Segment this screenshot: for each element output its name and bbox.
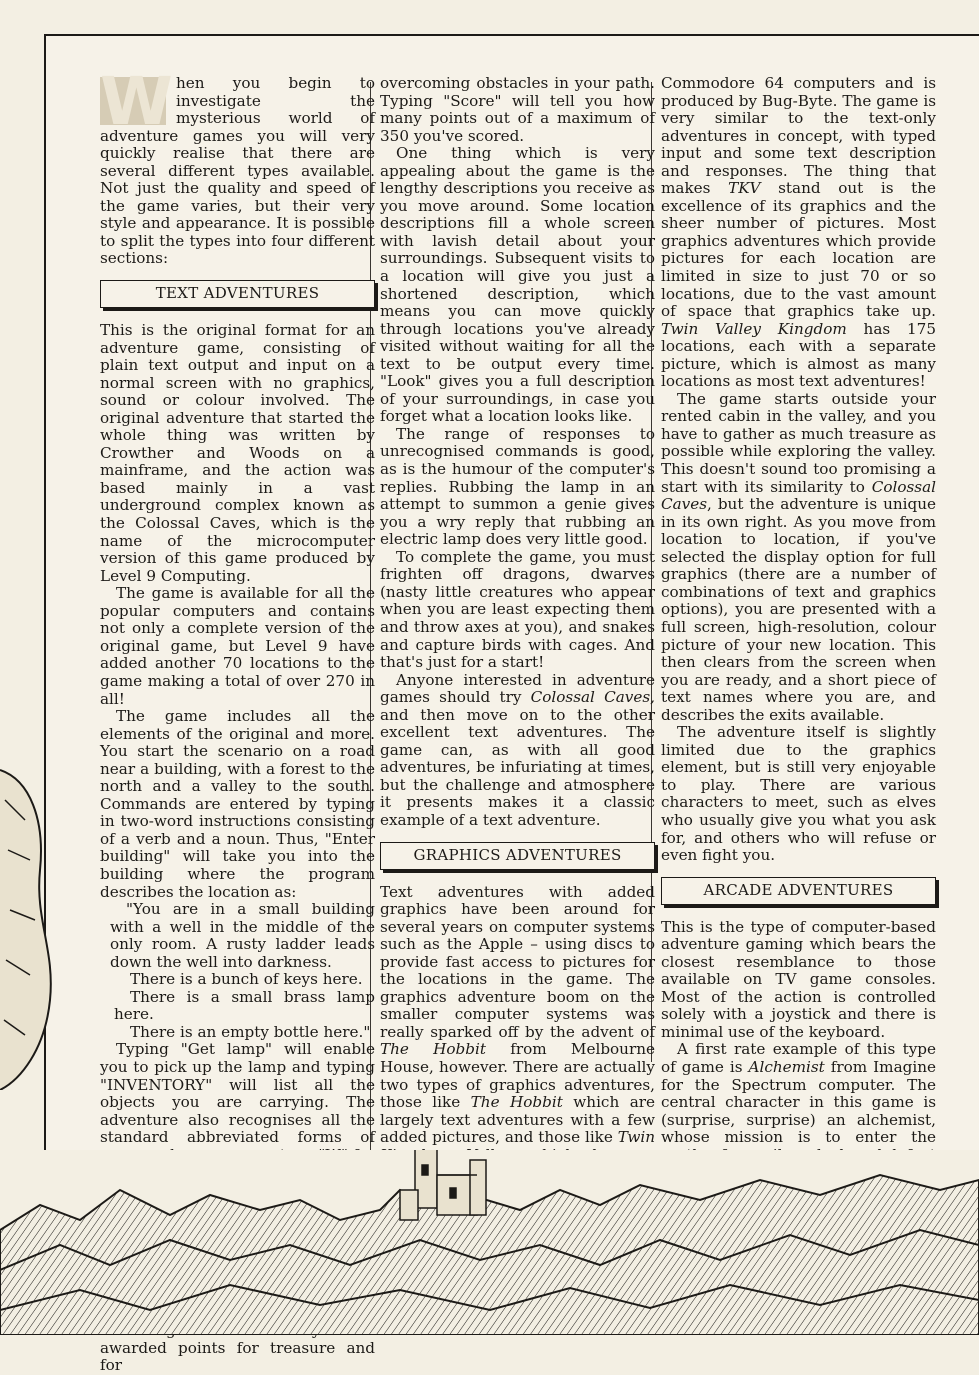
paragraph: awarded points for treasure and for: [100, 1338, 375, 1375]
paragraph: The game starts outside your rented cabin in the valley, and you have to gather as much treasure as possible while exploring the valley. This doesn't sound too promising a start with its similarity to Colossal Caves, but the adventure is unique in its own right. As you move from location to location, if you've selected the display option for full graphics (there are a number of combinations of text and graphics options), you are presented with a full screen, high-resolution, colour picture of your new location. This then clears from the screen when you are ready, and a short piece of text names where you are, and describes the exits available.: [661, 389, 936, 724]
column-3: [661, 75, 936, 1234]
heading-arcade-adventures: ARCADE ADVENTURES: [661, 877, 936, 905]
column-2: [380, 75, 655, 1217]
paragraph: Text adventures with added graphics have been around for several years on computer systems such as the Apple – using discs to provide fast access to pictures for the locations in the game. The graphics adventure boom on the smaller computer systems was really sparked off by the advent of The Hobbit from Melbourne House, however. There are actually two types of graphics adventures, those like The Hobbit which are largely text adventures with a few added pictures, and those like Twin: [380, 882, 655, 1147]
paragraph: This is the original format for an adventure game, consisting of plain text output and input on a normal screen with no graphics, sound or colour involved. The original adventure that started the whole thing was written by Crowther and Woods on a mainframe, and the action was based mainly in a vast underground complex known as the Colossal Caves, which is the name of the microcomputer version of this game produced by Level 9 Computing.: [100, 321, 375, 585]
intro-paragraph: W hen you begin to investigate the mysterious world of adventure games you will very quickly realise that there are several different types available. Not just the quality and speed of the game varies, but their very style and appearance. It is possible to split the types into four different sections:: [100, 63, 375, 268]
game-quote: "You are in a small building with a well in the middle of the only room. A rusty ladder leads down the well into darkness. There is a bunch of keys here. There is a small brass lamp here. There is an empty bottle here.": [110, 900, 375, 1041]
paragraph: A first rate example of this type of game is Alchemist from Imagine for the Spectrum computer. The central character in this game is (surprise, surprise) an alchemist, whose mission is to enter the: [661, 1040, 936, 1147]
paragraph: The adventure itself is slightly limited due to the graphics element, but is still very enjoyable to play. There are various characters to meet, such as elves who usually give you what you ask for, and others who will refuse or even fight you.: [661, 723, 936, 865]
mountain-castle-illustration: [0, 1150, 979, 1335]
paragraph: One thing which is very appealing about the game is the lengthy descriptions you receive as you move around. Some location descriptions fill a whole screen with lavish detail about your surroundings. Subsequent visits to a location will give you just a shortened description, which means you can move quickly through locations you've already visited without waiting for all the text to be output every time. "Look" gives you a full description of your surroundings, in case you forget what a location looks like.: [380, 144, 655, 426]
paragraph: This is the type of computer-based adventure gaming which bears the closest resemblance to those available on TV game consoles. Most of the action is controlled solely with a joystick and there is minimal use of the keyboard.: [661, 917, 936, 1041]
paragraph: Typing "Get lamp" will enable you to pick up the lamp and typing "INVENTORY" will list all the objects you are carrying. The adventure also recognises all the standard abbreviated forms of: [100, 1040, 375, 1147]
paragraph: The game is available for all the popular computers and contains not only a complete version of the original game, but Level 9 have added another 70 locations to the game making a total of over 270 in all!: [100, 584, 375, 708]
paragraph: The range of responses to unrecognised commands is good, as is the humour of the computer's replies. Rubbing the lamp in an attempt to summon a genie gives you a wry reply that rubbing an electric lamp does very little good.: [380, 424, 655, 549]
drop-cap: W: [100, 63, 173, 140]
dragon-illustration: [0, 760, 60, 1090]
heading-text-adventures: TEXT ADVENTURES: [100, 280, 375, 308]
paragraph: Anyone interested in adventure games should try Colossal Caves, and then move on to the other excellent text adventures. The game can, as with all good adventures, be infuriating at times, but the challenge and atmosphere it presents makes it a classic example of a text adventure.: [380, 670, 655, 829]
heading-graphics-adventures: GRAPHICS ADVENTURES: [380, 842, 655, 870]
paragraph: overcoming obstacles in your path. Typing "Score" will tell you how many points out of a maximum of 350 you've scored.: [380, 74, 655, 145]
paragraph: The game includes all the elements of the original and more. You start the scenario on a road near a building, with a forest to the north and a valley to the south. Commands are entered by typing in two-word instructions consisting of a verb and a noun. Thus, "Enter building" will take you into the building where the program describes the location as:: [100, 707, 375, 901]
paragraph: Commodore 64 computers and is produced by Bug-Byte. The game is very similar to the text-only adventures in concept, with typed input and some text description and responses. The thing that makes TKV stand out is the excellence of its graphics and the sheer number of pictures. Most graphics adventures which provide pictures for each location are limited in size to just 70 or so locations, due to the vast amount of space that graphics take up. Twin Valley Kingdom has 175 locations, each with a separate picture, which is almost as many locations as most text adventures!: [661, 74, 936, 391]
paragraph: To complete the game, you must frighten off dragons, dwarves (nasty little creatures who appear when you are least expecting them and throw axes at you), and snakes and capture birds with cages. And that's just for a start!: [380, 547, 655, 672]
